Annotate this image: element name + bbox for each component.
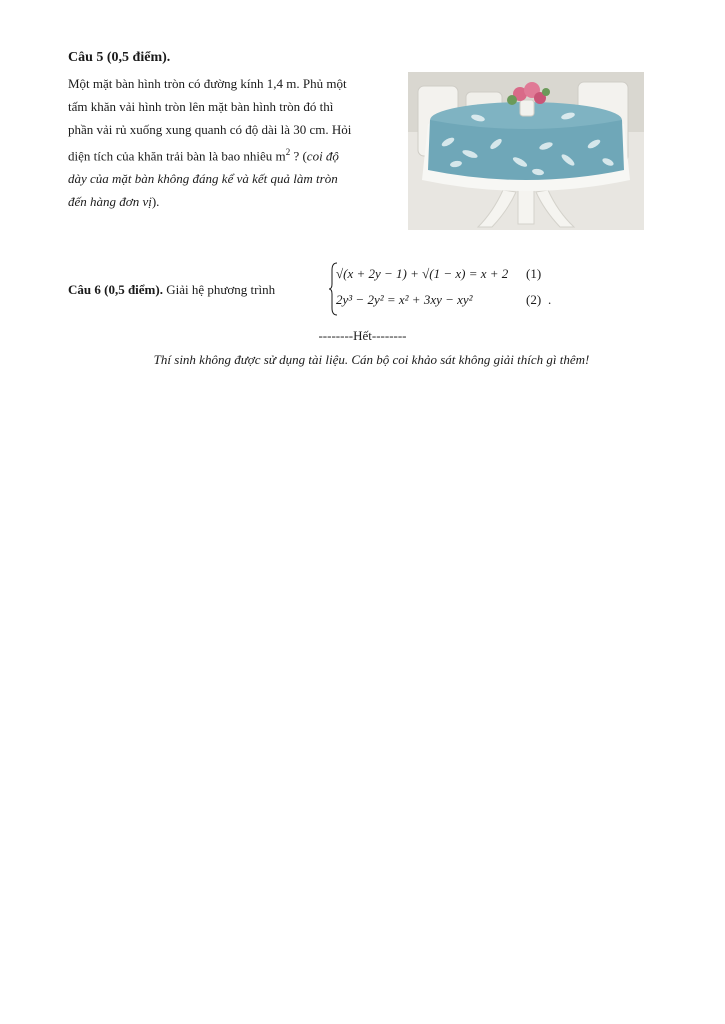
equation-1-number: (1) xyxy=(526,266,542,281)
question-6-label: Câu 6 (0,5 điểm). xyxy=(68,282,163,297)
q5-line-1: Một mặt bàn hình tròn có đường kính 1,4 m. Phủ một xyxy=(68,76,347,91)
equation-2-number: (2) xyxy=(526,292,542,307)
equation-1: √(x + 2y − 1) + √(1 − x) = x + 2 xyxy=(336,266,509,281)
question-5-title: Câu 5 (0,5 điểm). xyxy=(68,50,171,65)
q5-line-4-sup: 2 xyxy=(285,147,291,157)
q5-line-6: đến hàng đơn vị xyxy=(68,194,152,210)
end-mark: --------Hết-------- xyxy=(318,328,407,343)
round-table-photo xyxy=(408,72,644,230)
q5-line-2: tấm khăn vải hình tròn lên mặt bàn hình tròn đó thì xyxy=(68,99,334,114)
q5-line-4b: ? ( xyxy=(290,148,307,164)
q5-line-4a: diện tích của khăn trải bàn là bao nhiêu m xyxy=(68,148,286,164)
question-6-text: Giải hệ phương trình xyxy=(162,282,276,297)
question-5-body xyxy=(68,72,392,213)
q5-line-3: phần vải rủ xuống xung quanh có độ dài là 30 cm. Hỏi xyxy=(68,122,352,137)
equation-2: 2y³ − 2y² = x² + 3xy − xy² xyxy=(336,292,473,307)
exam-note: Thí sinh không được sử dụng tài liệu. Cán bộ coi khảo sát không giải thích gì thêm! xyxy=(153,352,590,367)
equation-system xyxy=(328,262,558,316)
q5-line-5: dày của mặt bàn không đáng kể và kết quả làm tròn xyxy=(68,171,338,187)
end-dot: . xyxy=(548,292,552,307)
question-6 xyxy=(68,282,275,298)
q5-line-4-ital: coi độ xyxy=(306,148,339,164)
q5-line-6-end: ). xyxy=(151,194,160,210)
